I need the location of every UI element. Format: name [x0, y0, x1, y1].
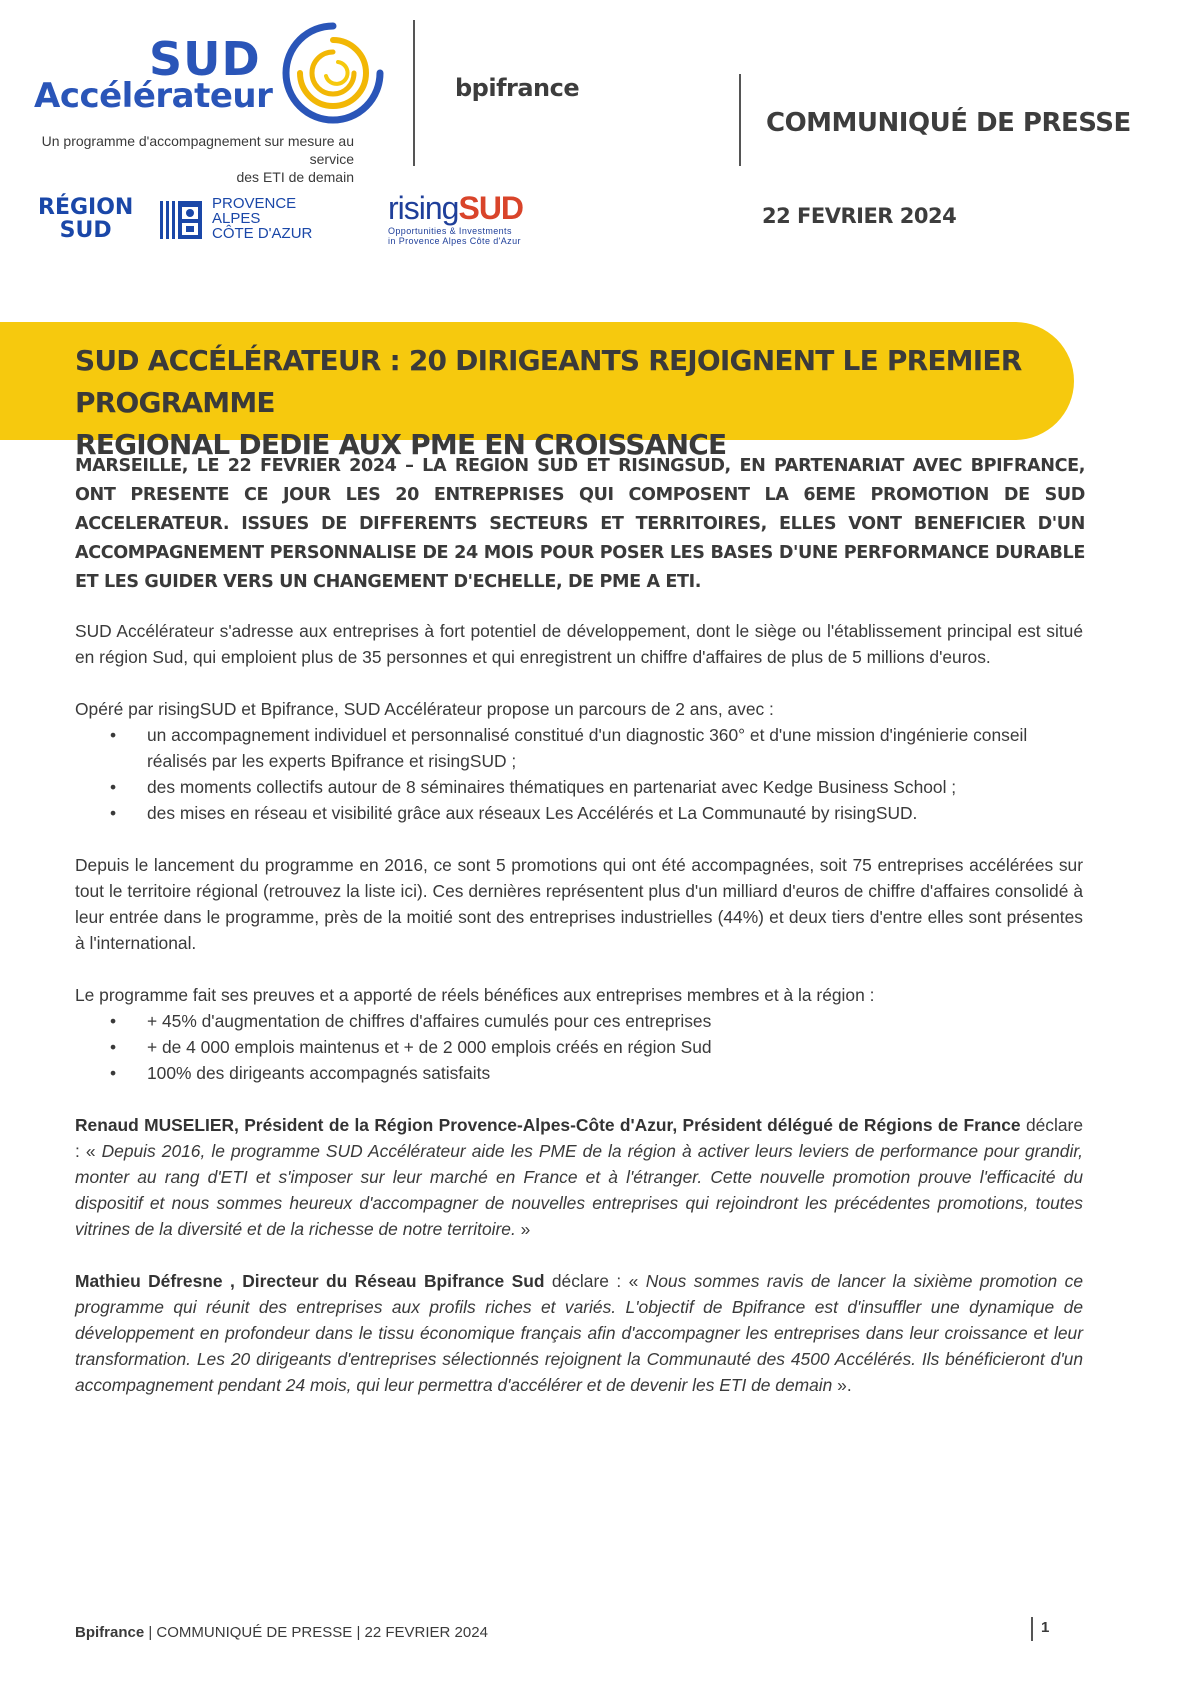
footer-brand: Bpifrance	[75, 1624, 145, 1641]
body-text	[75, 618, 1083, 1424]
region-line-2: SUD	[59, 218, 112, 243]
bpifrance-logo: bpifrance	[455, 74, 580, 102]
quote-declare: déclare : «	[75, 1115, 1083, 1161]
headline	[75, 340, 1055, 466]
list-item: • des moments collectifs autour de 8 séminaires thématiques en partenariat avec Kedge Business School ;	[75, 774, 1083, 800]
quote-defresne	[75, 1268, 1083, 1398]
list-item: • + 45% d'augmentation de chiffres d'affaires cumulés pour ces entreprises	[75, 1008, 1083, 1034]
program-list	[75, 722, 1083, 826]
region-small-1: PROVENCE	[212, 195, 297, 212]
header-divider-2	[739, 74, 741, 166]
paragraph-eligibility: SUD Accélérateur s'adresse aux entreprises à fort potentiel de développement, dont le siège ou l'établissement principal est situé en région Sud, qui emploient plus de 35 personnes et qui enregistrent un chiffre d'affaires de plus de 5 millions d'euros.	[75, 621, 1083, 667]
press-release-title: COMMUNIQUÉ DE PRESSE	[766, 108, 1131, 138]
region-flag-icon	[158, 199, 204, 241]
quote-muselier	[75, 1112, 1083, 1242]
rising-text: rising	[388, 190, 459, 226]
region-provence-text	[212, 196, 312, 241]
quote-close: »	[515, 1219, 531, 1239]
quote-declare: déclare : «	[544, 1271, 646, 1291]
list-item: • + de 4 000 emplois maintenus et + de 2 000 emplois créés en région Sud	[75, 1034, 1083, 1060]
headline-line-1: SUD ACCÉLÉRATEUR : 20 DIRIGEANTS REJOIGNENT LE PREMIER PROGRAMME	[75, 344, 1022, 419]
title-banner	[0, 322, 1074, 461]
quote-speaker: Renaud MUSELIER, Président de la Région Provence-Alpes-Côte d'Azur, Président délégué de Régions de France	[75, 1115, 1021, 1135]
press-release-date: 22 FEVRIER 2024	[762, 204, 957, 228]
lead-paragraph: MARSEILLE, LE 22 FEVRIER 2024 – LA REGION SUD ET RISINGSUD, EN PARTENARIAT AVEC BPIFRANCE, ONT PRESENTE CE JOUR LES 20 ENTREPRISES QUI COMPOSENT LA 6EME PROMOTION DE SUD ACCELERATEUR. ISSUES DE DIFFERENTS SECTEURS ET TERRITOIRES, ELLES VONT BENEFICIER D'UN ACCOMPAGNEMENT PERSONNALISE DE 24 MOIS POUR POSER LES BASES D'UNE PERFORMANCE DURABLE ET LES GUIDER VERS UN CHANGEMENT D'ECHELLE, DE PME A ETI.	[75, 456, 1085, 592]
page-footer	[75, 1624, 488, 1641]
quote-close: ».	[832, 1375, 852, 1395]
list-item: • un accompagnement individuel et personnalisé constitué d'un diagnostic 360° et d'une mission d'ingénierie conseil réalisés par les experts Bpifrance et risingSUD ;	[75, 722, 1083, 774]
results-list	[75, 1008, 1083, 1086]
quote-speaker: Mathieu Défresne , Directeur du Réseau Bpifrance Sud	[75, 1271, 545, 1291]
region-sud-logo	[38, 196, 328, 246]
logo-sud-text: SUD	[149, 32, 261, 86]
page-number: 1	[1041, 1619, 1050, 1636]
tagline-line-1: Un programme d'accompagnement sur mesure au service	[41, 133, 354, 167]
rising-sub-1: Opportunities & Investments	[388, 226, 512, 236]
tagline-line-2: des ETI de demain	[236, 169, 354, 185]
page-number-divider	[1031, 1617, 1033, 1641]
risingsud-subtitle	[388, 226, 558, 246]
region-sud-text	[38, 196, 133, 242]
quote-text: Nous sommes ravis de lancer la sixième promotion ce programme qui réunit des entreprises aux profils riches et variés. L'objectif de Bpifrance est d'insuffler une dynamique de développement en profondeur dans le tissu économique français afin d'accompagner les entreprises dans leur croissance et leur transformation. Les 20 dirigeants d'entreprises sélectionnés rejoignent la Communauté des 4500 Accélérés. Ils bénéficieront d'un accompagnement pendant 24 mois, qui leur permettra d'accélérer et de devenir les ETI de demain	[75, 1271, 1083, 1395]
logo-tagline	[34, 132, 354, 186]
footer-text: | COMMUNIQUÉ DE PRESSE | 22 FEVRIER 2024	[144, 1624, 488, 1641]
sud-accelerateur-logo	[34, 32, 384, 185]
header-divider	[413, 20, 415, 166]
paragraph-results: Le programme fait ses preuves et a apporté de réels bénéfices aux entreprises membres et à la région :	[75, 985, 875, 1005]
list-item: • des mises en réseau et visibilité grâce aux réseaux Les Accélérés et La Communauté by risingSUD.	[75, 800, 1083, 826]
region-line-1: RÉGION	[38, 195, 134, 220]
risingsud-logo	[388, 190, 558, 250]
region-small-3: CÔTE D'AZUR	[212, 225, 313, 242]
risingsud-wordmark	[388, 190, 558, 226]
rising-sud-text: SUD	[458, 190, 524, 226]
quote-text: Depuis 2016, le programme SUD Accélérateur aide les PME de la région à activer leurs leviers de performance pour grandir, monter au rang d'ETI et s'imposer sur leur marché en France et à l'étranger. Cette nouvelle promotion prouve l'efficacité du dispositif et nous sommes heureux d'accompagner de nouvelles entreprises qui rejoindront les précédentes promotions, toutes vitrines de la diversité et de la richesse de notre territoire.	[75, 1141, 1083, 1239]
paragraph-program: Opéré par risingSUD et Bpifrance, SUD Accélérateur propose un parcours de 2 ans, avec :	[75, 699, 774, 719]
list-item: • 100% des dirigeants accompagnés satisfaits	[75, 1060, 1083, 1086]
region-small-2: ALPES	[212, 210, 261, 227]
swirl-icon	[278, 18, 388, 128]
logo-accelerateur-text: Accélérateur	[34, 76, 273, 116]
rising-sub-2: in Provence Alpes Côte d'Azur	[388, 236, 521, 246]
paragraph-history: Depuis le lancement du programme en 2016, ce sont 5 promotions qui ont été accompagnées, soit 75 entreprises accélérées sur tout le territoire régional (retrouvez la liste ici). Ces dernières représentent plus d'un milliard d'euros de chiffre d'affaires consolidé à leur entrée dans le programme, près de la moitié sont des entreprises industrielles (44%) et deux tiers d'entre elles sont présentes à l'international.	[75, 855, 1083, 953]
headline-line-2: REGIONAL DEDIE AUX PME EN CROISSANCE	[75, 428, 727, 461]
